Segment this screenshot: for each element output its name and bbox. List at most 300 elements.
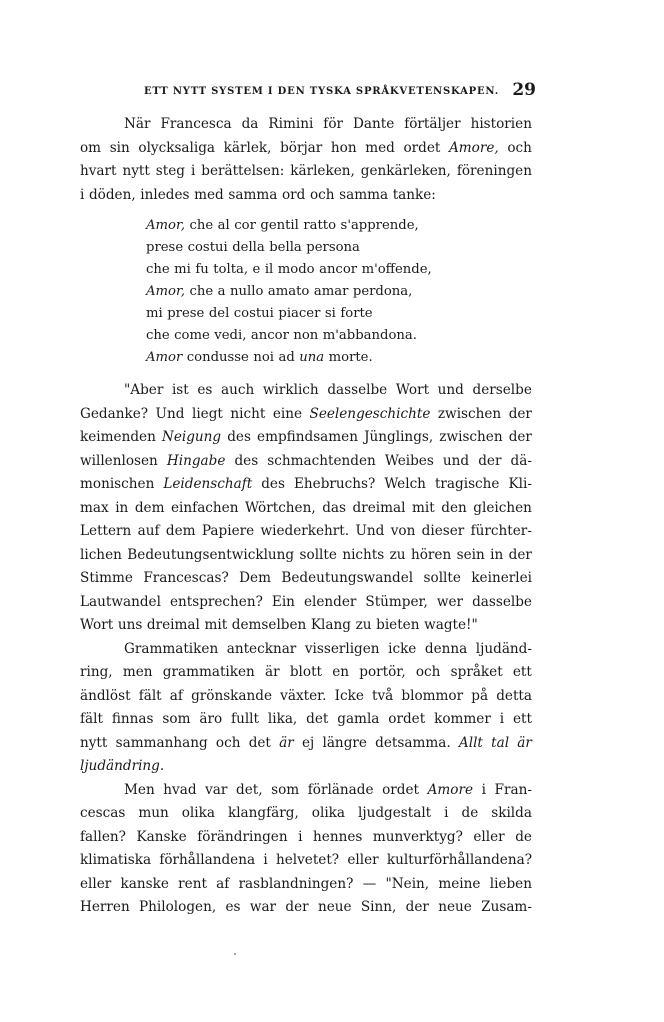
text-line [80, 755, 532, 779]
word: max [80, 499, 109, 516]
word: wer [436, 593, 464, 610]
word: historien [470, 116, 532, 132]
text-line [80, 873, 532, 897]
word: det, [236, 781, 263, 798]
text-line [80, 160, 532, 184]
word: och [415, 664, 441, 680]
word: der [405, 899, 429, 915]
poem-line [146, 281, 532, 303]
word: var [205, 781, 228, 798]
word: Herren [80, 899, 130, 915]
word: i [481, 781, 486, 798]
text-line [80, 473, 532, 497]
word: de [461, 805, 479, 821]
word: empfindsamen [257, 429, 358, 445]
word: che [146, 262, 170, 277]
word: forte [340, 306, 373, 321]
word: nytt [122, 163, 150, 179]
word: una [299, 350, 325, 365]
word: ett [512, 664, 532, 680]
word: klimatiska [80, 852, 152, 868]
word: i [80, 186, 85, 203]
poem-line [146, 303, 532, 325]
word: fürchter- [470, 523, 532, 539]
text-line [80, 591, 532, 615]
word: sein [456, 546, 485, 563]
word: ordet [388, 711, 426, 727]
word: och [309, 186, 335, 203]
word: den [441, 499, 467, 516]
word: på [471, 687, 489, 704]
word: m'offende, [361, 262, 432, 277]
word: för [323, 116, 343, 132]
word: che [146, 328, 170, 343]
text-line [80, 403, 532, 427]
word: kulturförhållandena? [386, 852, 532, 868]
word: willenlosen [80, 452, 158, 469]
word: Seelengeschichte [309, 405, 431, 422]
word: olycksaliga [138, 139, 216, 156]
word: samma [339, 186, 389, 203]
word: Amor [146, 350, 183, 365]
word: ändlöst [80, 687, 131, 704]
word: tragische [434, 476, 500, 492]
word: steg [155, 163, 185, 179]
text-line [80, 685, 532, 709]
word: schmachtenden [267, 452, 376, 469]
word: mit [204, 617, 228, 633]
word: i [499, 711, 505, 727]
word: fält [138, 687, 162, 704]
word: är [517, 734, 532, 751]
word: Lautwandel [80, 593, 161, 610]
word: cor [234, 218, 256, 233]
word: al [217, 218, 230, 233]
word: helvetet? [275, 852, 340, 868]
word: vedi, [214, 328, 247, 343]
word: der [508, 405, 532, 422]
word: che [189, 218, 214, 233]
word: der [508, 546, 532, 563]
word: piacer [278, 306, 321, 321]
word: två [372, 687, 394, 704]
word: nytt [80, 734, 108, 751]
word: Wort [80, 617, 114, 633]
poem-line [146, 259, 532, 281]
word: Dem [239, 570, 271, 586]
page-speck [234, 953, 236, 955]
word: es [197, 382, 213, 398]
word: Ehebruchs? [293, 476, 376, 492]
word: Grammatiken [124, 640, 219, 657]
word: Welch [384, 476, 426, 492]
word: auch [221, 382, 255, 398]
word: Und [155, 405, 185, 422]
word: föreningen [456, 163, 532, 179]
word: der [508, 429, 532, 445]
word: eller [473, 828, 505, 845]
word: neue [438, 899, 472, 915]
word: dem [165, 523, 196, 539]
word: sollte [423, 570, 461, 586]
word: och [215, 734, 241, 751]
word: a [217, 284, 226, 299]
word: eller [80, 875, 112, 892]
word: Neigung [161, 429, 222, 445]
poem-quote [146, 215, 532, 369]
word: si [324, 306, 336, 321]
word: des [227, 429, 251, 445]
text-line [80, 638, 532, 662]
text-line [80, 802, 532, 826]
word: som [271, 781, 300, 798]
word: keinerlei [471, 570, 532, 586]
word: Bedeutungsentwicklung [127, 546, 295, 563]
word: inledes [140, 186, 190, 203]
word: hvart [80, 163, 117, 179]
word: persona [306, 240, 360, 255]
word: monischen [80, 476, 155, 492]
word: entsprechen? [169, 593, 263, 610]
word: non [293, 328, 319, 343]
text-line [80, 896, 532, 920]
poem-line [146, 215, 532, 237]
word: nicht [230, 405, 266, 422]
word: perdona, [352, 284, 413, 299]
word: das [322, 499, 347, 516]
word: ring, [80, 664, 113, 680]
word: förändringen [197, 828, 288, 845]
word: mun [138, 805, 169, 821]
word: lieben [489, 875, 532, 892]
word: neue [317, 899, 352, 915]
word: costui [187, 240, 228, 255]
text-line [80, 544, 532, 568]
word: Allt [458, 734, 483, 751]
word: mit [412, 499, 435, 516]
word: Lettern [80, 523, 132, 539]
word: detta [496, 687, 532, 704]
word: dasselbe [472, 593, 532, 610]
word: med [365, 139, 395, 156]
word: come [174, 328, 210, 343]
paragraph [80, 779, 532, 920]
word: är [265, 664, 280, 680]
word: wagte!" [424, 617, 478, 633]
word: zwischen [437, 405, 502, 422]
word: finnas [111, 711, 154, 727]
word: som [162, 711, 191, 727]
word: äro [199, 711, 223, 727]
word: i [298, 828, 303, 845]
word: portör, [359, 664, 406, 680]
word: sin [109, 139, 130, 156]
word: af [216, 875, 230, 892]
word: detsamma. [375, 734, 451, 751]
word: elender [303, 593, 357, 610]
word: war [249, 899, 277, 915]
word: Leidenschaft [163, 476, 253, 492]
word: Weibes [384, 452, 434, 469]
word: modo [277, 262, 315, 277]
word: hvad [163, 781, 197, 798]
word: della [232, 240, 265, 255]
word: Dante [352, 116, 395, 132]
word: Sinn, [360, 899, 397, 915]
word: mi [174, 262, 191, 277]
word: blott [289, 664, 323, 680]
word: einfachen [171, 499, 239, 516]
word: ad [278, 350, 295, 365]
text-line [80, 661, 532, 685]
word: grammatiken [162, 664, 255, 680]
word: wirklich [262, 382, 319, 398]
word: gentil [260, 218, 299, 233]
word: in [115, 499, 129, 516]
word: Amor, [146, 218, 186, 233]
word: språket [450, 664, 503, 680]
word: che [189, 284, 214, 299]
word: en [332, 664, 350, 680]
poem-line [146, 237, 532, 259]
word: Papiere [201, 523, 255, 539]
word: det [306, 711, 329, 727]
word: berättelsen: [201, 163, 285, 179]
word: ratto [303, 218, 337, 233]
text-line [80, 708, 532, 732]
word: kommer [434, 711, 491, 727]
word: ancor [319, 262, 358, 277]
word: liegt [191, 405, 223, 422]
word: lichen [80, 546, 122, 563]
word: Amor, [146, 284, 186, 299]
word: det [248, 734, 271, 751]
word: grönskande [191, 687, 273, 704]
word: börjar [280, 139, 323, 156]
word: del [208, 306, 230, 321]
word: dä- [510, 452, 532, 469]
word: tanke: [392, 186, 436, 203]
word: ist [171, 382, 189, 398]
word: costui [233, 306, 274, 321]
word: rent [178, 875, 207, 892]
word: sollte [299, 546, 337, 563]
word: wiederkehrt. [260, 523, 350, 539]
word: genkärleken, [360, 163, 451, 179]
word: Kanske [136, 828, 187, 845]
word: gamla [337, 711, 380, 727]
word: ljudänd- [475, 640, 532, 657]
word: samma [228, 186, 278, 203]
word: döden, [88, 186, 136, 203]
word: fullt [231, 711, 259, 727]
word: ordet [382, 781, 420, 798]
word: ordet [403, 139, 441, 156]
word: hon [330, 139, 357, 156]
word: klangfärg, [227, 805, 299, 821]
paragraph [80, 113, 532, 207]
word: fallen? [80, 828, 126, 845]
word: olika [181, 805, 215, 821]
word: und [442, 452, 470, 469]
word: kanske [120, 875, 169, 892]
word: Rimini [268, 116, 314, 132]
word: kärleken, [290, 163, 355, 179]
word: är [279, 734, 294, 751]
word: der [285, 899, 309, 915]
word: keimenden [80, 429, 156, 445]
word: eller [347, 852, 379, 868]
word: ej [301, 734, 315, 751]
word: ett [512, 711, 532, 727]
word: da [241, 116, 259, 132]
word: rasblandningen? [238, 875, 354, 892]
word: icke [388, 640, 417, 657]
word: zu [389, 546, 406, 563]
text-line [80, 426, 532, 450]
word: Stümper, [365, 593, 428, 610]
paragraph [80, 379, 532, 638]
word: hennes [313, 828, 363, 845]
word: skilda [491, 805, 532, 821]
word: Und [355, 523, 385, 539]
word: meine [438, 875, 481, 892]
word: noi [253, 350, 274, 365]
word: fu [195, 262, 209, 277]
word: de [515, 828, 532, 845]
running-head: ETT NYTT SYSTEM I DEN TYSKA SPRÅKVETENSKAPEN. [144, 86, 499, 97]
text-line [80, 732, 532, 756]
word: morte. [328, 350, 373, 365]
word: nichts [342, 546, 385, 563]
word: visserligen [304, 640, 380, 657]
word: Zusam- [481, 899, 532, 915]
word: dasselbe [327, 382, 388, 398]
word: eine [272, 405, 303, 422]
word: Icke [334, 687, 364, 704]
text-line [80, 497, 532, 521]
word: Men [124, 781, 155, 798]
word: denna [424, 640, 468, 657]
word: es [225, 899, 241, 915]
word: dreimal [352, 499, 406, 516]
word: Philologen, [139, 899, 217, 915]
word: fält [80, 711, 103, 727]
word: — [362, 875, 377, 892]
word: und [437, 382, 464, 398]
word: zwischen [439, 429, 503, 445]
word: Bedeutungswandel [281, 570, 414, 586]
word: ord [281, 186, 306, 203]
text-line [80, 779, 532, 803]
word: Wörtchen, [245, 499, 316, 516]
text-line [80, 379, 532, 403]
word: prese [167, 306, 205, 321]
word: i [190, 163, 196, 179]
word: förtäljer [404, 116, 461, 132]
word: Gedanke? [80, 405, 149, 422]
word: Kli- [508, 476, 532, 492]
word: ljudgestalt [358, 805, 432, 821]
text-line [80, 567, 532, 591]
word: men [122, 664, 153, 680]
word: munverktyg? [372, 828, 463, 845]
word: der [478, 452, 502, 469]
word: om [80, 139, 102, 156]
word: uns [117, 617, 143, 633]
word: dieser [421, 523, 465, 539]
word: prese [146, 240, 184, 255]
word: tal [491, 734, 510, 751]
text-line [80, 826, 532, 850]
text-line [80, 520, 532, 544]
word: bella [269, 240, 302, 255]
word: Hingabe [166, 452, 226, 469]
text-line [80, 113, 532, 137]
word: des [261, 476, 285, 492]
word: i [263, 852, 268, 868]
word: e [252, 262, 261, 277]
word: Francesca [160, 116, 232, 132]
word: s'apprende, [340, 218, 419, 233]
word: von [390, 523, 416, 539]
text-line [80, 184, 532, 208]
word: amato [267, 284, 310, 299]
word: växter. [280, 687, 327, 704]
word: dreimal [146, 617, 200, 633]
word: Fran- [494, 781, 532, 798]
paragraph [80, 638, 532, 779]
page-number: 29 [512, 80, 536, 100]
word: längre [322, 734, 367, 751]
word: förhållandena [159, 852, 256, 868]
word: antecknar [226, 640, 297, 657]
word: mi [146, 306, 163, 321]
word: hören [410, 546, 452, 563]
word: blommor [401, 687, 464, 704]
word: Ein [271, 593, 295, 610]
word: lika, [267, 711, 298, 727]
body-text [80, 113, 532, 920]
word: des [234, 452, 259, 469]
word: kärlek, [223, 139, 272, 156]
word: "Nein, [385, 875, 430, 892]
word: amar [313, 284, 349, 299]
word: tolta, [213, 262, 249, 277]
word: m'abbandona. [322, 328, 417, 343]
word: ancor [250, 328, 289, 343]
text-line [80, 450, 532, 474]
word: zu [355, 617, 372, 633]
word: af [169, 687, 183, 704]
poem-line [146, 325, 532, 347]
text-line [80, 849, 532, 873]
word: auf [137, 523, 160, 539]
word: "Aber [124, 382, 164, 398]
word: förlänade [307, 781, 374, 798]
word: Klang [310, 617, 351, 633]
word: demselben [231, 617, 307, 633]
word: Stimme [80, 570, 133, 586]
word: ljudändring. [80, 758, 165, 774]
word: in [490, 546, 504, 563]
text-line [80, 614, 532, 638]
word: condusse [186, 350, 249, 365]
word: Wort [395, 382, 430, 398]
word: och [507, 139, 532, 156]
word: med [194, 186, 224, 203]
page-header [80, 80, 536, 102]
